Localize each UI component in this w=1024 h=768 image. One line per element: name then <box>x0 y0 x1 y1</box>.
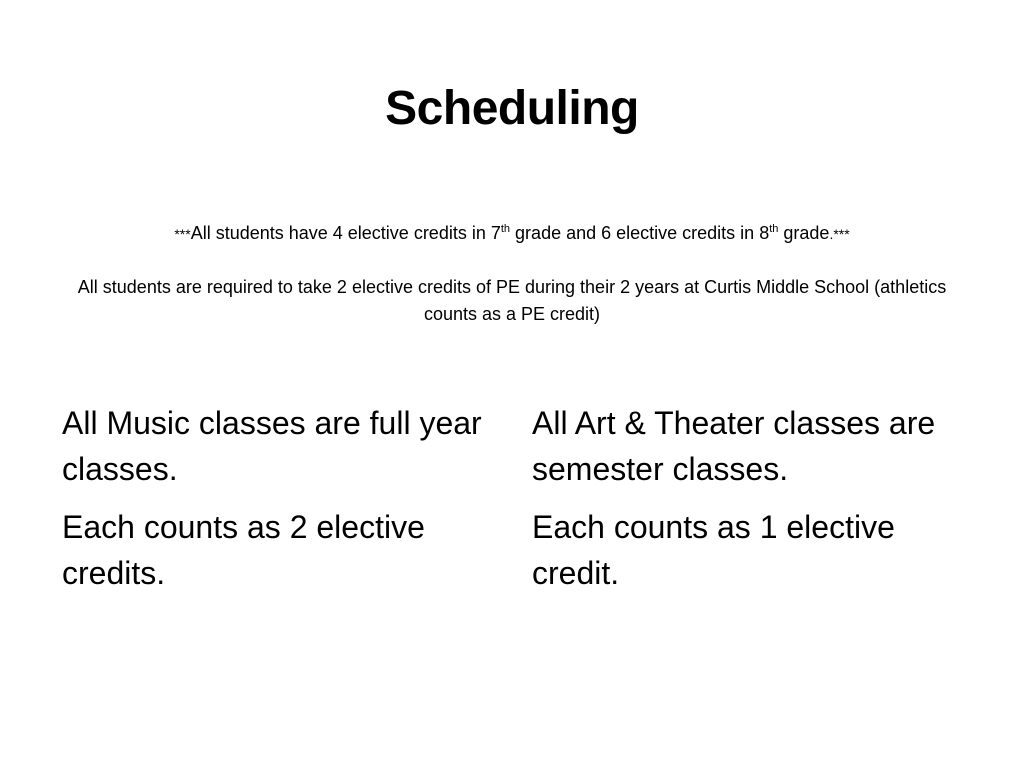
note-text-part-2: grade and 6 elective credits in 8 <box>510 223 770 243</box>
stars-open: *** <box>174 226 191 242</box>
art-theater-duration-text: All Art & Theater classes are semester classes. <box>532 405 936 487</box>
music-classes-column <box>62 400 482 608</box>
ordinal-suffix-7th: th <box>500 223 511 235</box>
art-theater-credits-text: Each counts as 1 elective credit. <box>532 509 895 591</box>
pe-requirement-note: All students are required to take 2 elective credits of PE during their 2 years at Curtis Middle School (athletics counts as a PE credit) <box>77 277 947 324</box>
art-theater-classes-column <box>532 400 952 608</box>
music-credits-text: Each counts as 2 elective credits. <box>62 509 425 591</box>
note-text-part-3: grade <box>778 223 830 243</box>
note-text-part-1: All students have 4 elective credits in 7 <box>190 223 501 243</box>
slide-title: Scheduling <box>385 82 639 135</box>
ordinal-suffix-8th: th <box>769 223 779 235</box>
music-duration-text: All Music classes are full year classes. <box>62 405 482 487</box>
stars-close: .*** <box>829 226 850 242</box>
elective-credits-note <box>60 220 964 248</box>
